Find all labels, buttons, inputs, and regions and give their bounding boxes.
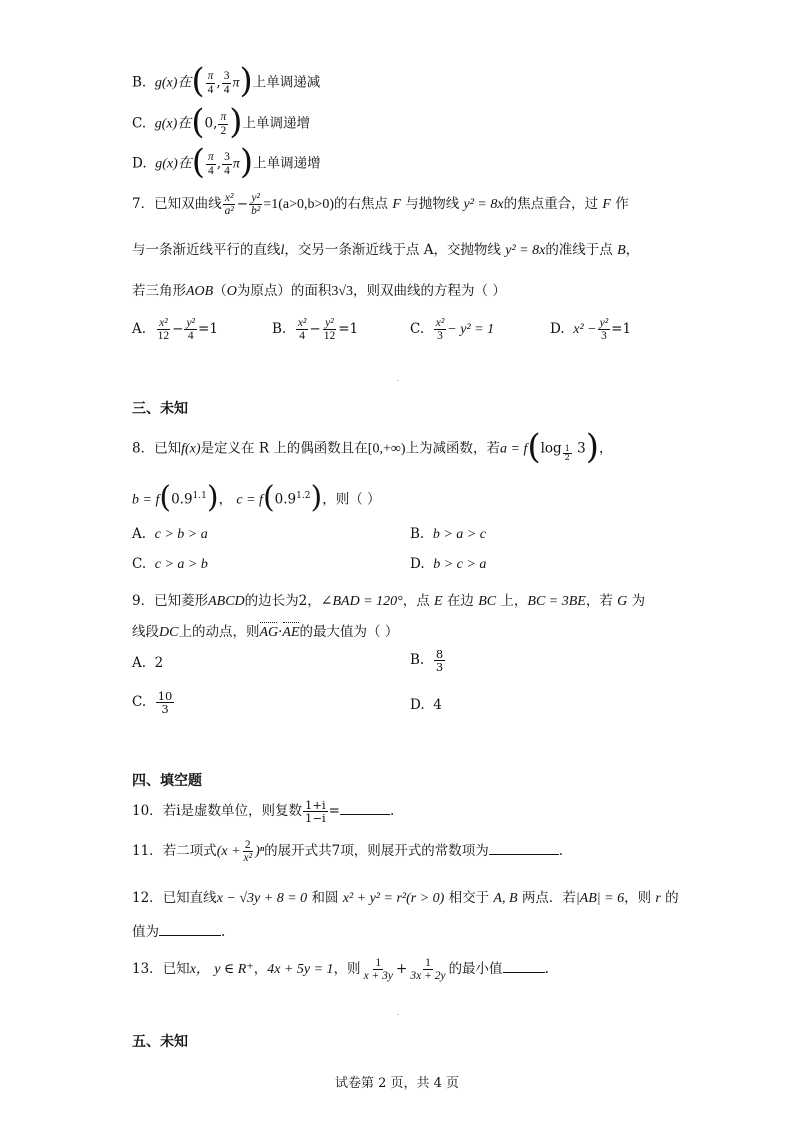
- section-3-heading: 三、未知: [132, 401, 188, 417]
- q8-line-2: $b = f(0.9^{1.1})$， $c = f(0.9^{1.2})$，则（ ）: [132, 480, 381, 515]
- q8-option-d: D. b > c > a: [410, 556, 487, 572]
- q9-line-1: 9．已知菱形ABCD的边长为2，∠BAD = 120°，点 E 在边 BC 上，BC = 3BE，若 G 为: [132, 593, 646, 609]
- q7-frac-x2-a2: $\frac{\text{x²}}{\text{a²}}$: [224, 192, 234, 218]
- q10-answer-blank[interactable]: [340, 802, 390, 815]
- q7-option-c: C. $\frac{\text{x²}}{3}$ − y² = 1: [410, 317, 495, 343]
- q6-option-c: C. g(x)在(0, $\frac{\pi}{2}$ )上单调递增: [132, 102, 310, 142]
- section-5-heading: 五、未知: [132, 1034, 188, 1050]
- q9-option-a: A. 2: [132, 655, 164, 671]
- q7-option-a: A. $\frac{\text{x²}}{12}$ − $\frac{\text{y²}}{4}$ =1: [132, 317, 218, 343]
- q7-option-b: B. $\frac{\text{x²}}{4}$ − $\frac{\text{y²}}{12}$ =1: [272, 317, 359, 343]
- q7-line-2: 与一条渐近线平行的直线l，交另一条渐近线于点 A，交抛物线 y² = 8x的准线于点 B，: [132, 242, 640, 258]
- q10: 10．若i是虚数单位，则复数 $\frac{1+i}{1-i}$ = .: [132, 798, 395, 826]
- q13: 13．已知x， y ∈ R⁺，4x + 5y = 1，则 $\frac{1}{x + 3y}$ + $\frac{1}{3x + 2y}$ 的最小值 .: [132, 957, 549, 983]
- q9-option-b: B. $\frac{8}{3}$: [410, 647, 444, 675]
- q8-option-c: C. c > a > b: [132, 556, 208, 572]
- q9-option-d: D. 4: [410, 697, 442, 713]
- q11-answer-blank[interactable]: [489, 842, 559, 855]
- q9-option-c: C. $\frac{10}{3}$: [132, 689, 173, 717]
- q7-option-d: D. x² − $\frac{\text{y²}}{3}$ =1: [550, 317, 632, 343]
- scan-speck: [397, 380, 399, 381]
- q12-line-2: 值为 .: [132, 924, 226, 940]
- vector-AE: AE: [282, 625, 300, 640]
- q6-b-pre: g(x)在: [154, 75, 192, 91]
- q9-line-2: 线段DC上的动点，则AG·AE的最大值为（ ）: [132, 624, 399, 640]
- q12-line-1: 12．已知直线x − √3y + 8 = 0 和圆 x² + y² = r²(r > 0) 相交于 A, B 两点．若|AB| = 6，则 r 的: [132, 890, 679, 906]
- q13-answer-blank[interactable]: [503, 960, 545, 973]
- q8-option-b: B. b > a > c: [410, 526, 486, 542]
- q7-line-1: 7．已知双曲线 $\frac{\text{x²}}{\text{a²}}$ − $\frac{\text{y²}}{\text{b²}}$ =1(a>0,b>0)的右焦点 F 与抛物线 y² = 8x的焦点重合，过 F 作: [132, 192, 629, 218]
- q8-option-a: A. c > b > a: [132, 526, 208, 542]
- q11: 11．若二项式(x + $\frac{2}{\text{x²}}$ )ⁿ的展开式共7项，则展开式的常数项为 .: [132, 839, 564, 865]
- section-4-heading: 四、填空题: [132, 773, 202, 789]
- scan-speck: [397, 1014, 399, 1015]
- q6-option-d: D. g(x)在( $\frac{\pi}{4}$ , $\frac{3}{4}$ π)上单调递增: [132, 142, 321, 182]
- q12-answer-blank[interactable]: [159, 923, 221, 936]
- q6-option-b: B. g(x)在( $\frac{\pi}{4}$ , $\frac{3}{4}$ π)上单调递减: [132, 61, 321, 101]
- vector-AG: AG: [259, 625, 279, 640]
- q7-line-3: 若三角形AOB（O为原点）的面积3√3，则双曲线的方程为（ ）: [132, 283, 506, 299]
- q8-line-1: 8．已知f(x)是定义在 R 上的偶函数且在[0,+∞)上为减函数，若a = f(log $_{\frac{1}{2}}$ 3)，: [132, 427, 613, 467]
- page-footer: 试卷第 2 页，共 4 页: [334, 1076, 460, 1091]
